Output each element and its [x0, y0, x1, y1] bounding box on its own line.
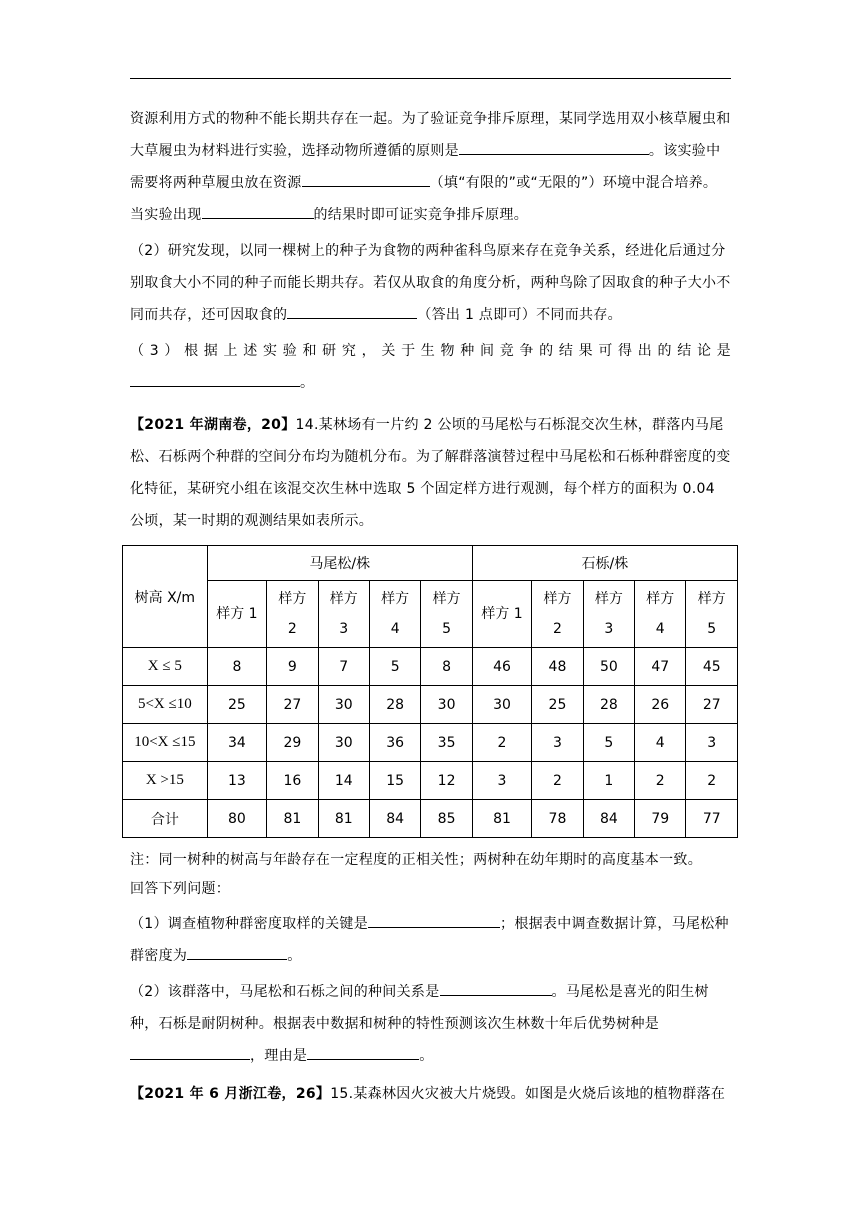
p2-text-b: （答出 1 点即可）不同而共存。 — [417, 307, 622, 323]
question-14-part-2 — [130, 976, 731, 1072]
row-header-cell: 树高 X/m — [123, 546, 208, 648]
height-range-cell: 5<X ≤10 — [123, 686, 208, 724]
q14-1-text-b: ；根据表中调查数据计算，马尾松种群密度为 — [130, 916, 729, 964]
p1-text-c: （填“有限的”或“无限的”）环境中混合培养。当实验出现 — [130, 175, 718, 223]
count-cell: 9 — [267, 648, 318, 686]
count-cell: 81 — [267, 800, 318, 838]
sample-header: 样方 1 — [472, 581, 531, 648]
count-cell: 30 — [421, 686, 472, 724]
count-cell: 2 — [532, 762, 583, 800]
answer-blank[interactable] — [130, 1041, 250, 1060]
p1-text-a: 资源利用方式的物种不能长期共存在一起。为了验证竞争排斥原理，某同学选用双小核草履虫和大草履虫为材料进行实验，选择动物所遵循的原则是 — [130, 111, 731, 159]
count-cell: 34 — [207, 724, 266, 762]
count-cell: 14 — [318, 762, 369, 800]
count-cell: 45 — [686, 648, 738, 686]
count-cell: 5 — [369, 648, 420, 686]
count-cell: 48 — [532, 648, 583, 686]
count-cell: 36 — [369, 724, 420, 762]
sample-header: 样方 3 — [583, 581, 634, 648]
answer-blank[interactable] — [302, 168, 430, 187]
paragraph-question-3-answer — [130, 367, 731, 399]
q14-1-text-c: 。 — [287, 948, 302, 964]
p1-text-d: 的结果时即可证实竞争排斥原理。 — [313, 207, 528, 223]
question-15 — [130, 1078, 731, 1110]
q14-2-text-b: 。马尾松是喜光的阳生树种，石栎是耐阴树种。根据表中数据和树种的特性预测该次生林数十年后优势树种是 — [130, 984, 709, 1032]
count-cell: 8 — [207, 648, 266, 686]
table-row — [123, 724, 738, 762]
count-cell: 50 — [583, 648, 634, 686]
sample-header: 样方 5 — [421, 581, 472, 648]
paragraph-question-2 — [130, 235, 731, 331]
count-cell: 30 — [318, 686, 369, 724]
group-header-masson-pine: 马尾松/株 — [207, 546, 472, 581]
question-15-source-tag: 【2021 年 6 月浙江卷，26】 — [130, 1086, 331, 1102]
count-cell: 77 — [686, 800, 738, 838]
count-cell: 25 — [532, 686, 583, 724]
answer-blank[interactable] — [440, 977, 552, 996]
count-cell: 4 — [635, 724, 686, 762]
answer-blank[interactable] — [459, 136, 649, 155]
count-cell: 47 — [635, 648, 686, 686]
table-note: 注：同一树种的树高与年龄存在一定程度的正相关性；两树种在幼年期时的高度基本一致。 — [130, 852, 702, 868]
question-14-source-tag: 【2021 年湖南卷，20】 — [130, 417, 296, 433]
count-cell: 29 — [267, 724, 318, 762]
count-cell: 25 — [207, 686, 266, 724]
table-body — [123, 648, 738, 838]
sample-header: 样方 1 — [207, 581, 266, 648]
answer-blank[interactable] — [187, 941, 287, 960]
group-header-stone-oak: 石栎/株 — [472, 546, 737, 581]
header-rule — [130, 78, 731, 79]
sample-header: 样方 4 — [369, 581, 420, 648]
table-row — [123, 648, 738, 686]
count-cell: 81 — [318, 800, 369, 838]
height-range-cell: 合计 — [123, 800, 208, 838]
count-cell: 84 — [369, 800, 420, 838]
q14-2-text-d: 。 — [419, 1048, 434, 1064]
count-cell: 46 — [472, 648, 531, 686]
table-row — [123, 686, 738, 724]
answer-prompt: 回答下列问题： — [130, 881, 231, 897]
count-cell: 2 — [686, 762, 738, 800]
answer-blank[interactable] — [130, 368, 300, 387]
count-cell: 28 — [583, 686, 634, 724]
count-cell: 28 — [369, 686, 420, 724]
count-cell: 3 — [532, 724, 583, 762]
p1-text-b: 。该实验中需要将两种草履虫放在资源 — [130, 143, 721, 191]
question-14-part-1 — [130, 908, 731, 972]
count-cell: 5 — [583, 724, 634, 762]
count-cell: 84 — [583, 800, 634, 838]
table-row — [123, 762, 738, 800]
sample-header: 样方 5 — [686, 581, 738, 648]
answer-blank[interactable] — [368, 909, 500, 928]
count-cell: 1 — [583, 762, 634, 800]
count-cell: 7 — [318, 648, 369, 686]
question-14 — [130, 409, 731, 537]
count-cell: 3 — [686, 724, 738, 762]
paragraph-question-3 — [130, 335, 731, 367]
height-range-cell: 10<X ≤15 — [123, 724, 208, 762]
height-range-cell: X ≤ 5 — [123, 648, 208, 686]
table-row — [123, 800, 738, 838]
p3-text-b: 。 — [300, 375, 315, 391]
q14-1-text-a: （1）调查植物种群密度取样的关键是 — [130, 916, 369, 932]
answer-blank[interactable] — [307, 1041, 419, 1060]
count-cell: 27 — [686, 686, 738, 724]
count-cell: 3 — [472, 762, 531, 800]
question-15-text: 15.某森林因火灾被大片烧毁。如图是火烧后该地的植物群落在 — [330, 1086, 726, 1102]
p3-text-a: （3）根据上述实验和研究，关于生物种间竞争的结果可得出的结论是 — [130, 343, 731, 359]
count-cell: 12 — [421, 762, 472, 800]
q14-2-text-a: （2）该群落中，马尾松和石栎之间的种间关系是 — [130, 984, 440, 1000]
count-cell: 30 — [472, 686, 531, 724]
count-cell: 16 — [267, 762, 318, 800]
count-cell: 13 — [207, 762, 266, 800]
count-cell: 27 — [267, 686, 318, 724]
question-14-text: 14.某林场有一片约 2 公顷的马尾松与石栎混交次生林，群落内马尾松、石栎两个种群的空间分布均为随机分布。为了解群落演替过程中马尾松和石栎种群密度的变化特征，某研究小组在该混交次生林中选取 5 个固定样方进行观测，每个样方的面积为 0.04 公顷，某一时期的观测结果如表所示。 — [130, 417, 731, 529]
count-cell: 30 — [318, 724, 369, 762]
count-cell: 2 — [635, 762, 686, 800]
q14-2-text-c: ，理由是 — [250, 1048, 308, 1064]
count-cell: 81 — [472, 800, 531, 838]
sample-header: 样方 2 — [532, 581, 583, 648]
count-cell: 35 — [421, 724, 472, 762]
p2-text-a: （2）研究发现，以同一棵树上的种子为食物的两种雀科鸟原来存在竞争关系，经进化后通过分别取食大小不同的种子而能长期共存。若仅从取食的角度分析，两种鸟除了因取食的种子大小不同而共存，还可因取食的 — [130, 243, 731, 323]
answer-blank[interactable] — [287, 300, 417, 319]
count-cell: 78 — [532, 800, 583, 838]
count-cell: 79 — [635, 800, 686, 838]
sample-header: 样方 4 — [635, 581, 686, 648]
paragraph-competition-principle — [130, 103, 731, 231]
tree-height-table — [122, 545, 738, 838]
height-range-cell: X >15 — [123, 762, 208, 800]
count-cell: 15 — [369, 762, 420, 800]
count-cell: 80 — [207, 800, 266, 838]
count-cell: 85 — [421, 800, 472, 838]
sample-header: 样方 2 — [267, 581, 318, 648]
count-cell: 8 — [421, 648, 472, 686]
sample-header: 样方 3 — [318, 581, 369, 648]
count-cell: 26 — [635, 686, 686, 724]
content — [130, 103, 731, 1110]
answer-blank[interactable] — [202, 200, 314, 219]
count-cell: 2 — [472, 724, 531, 762]
